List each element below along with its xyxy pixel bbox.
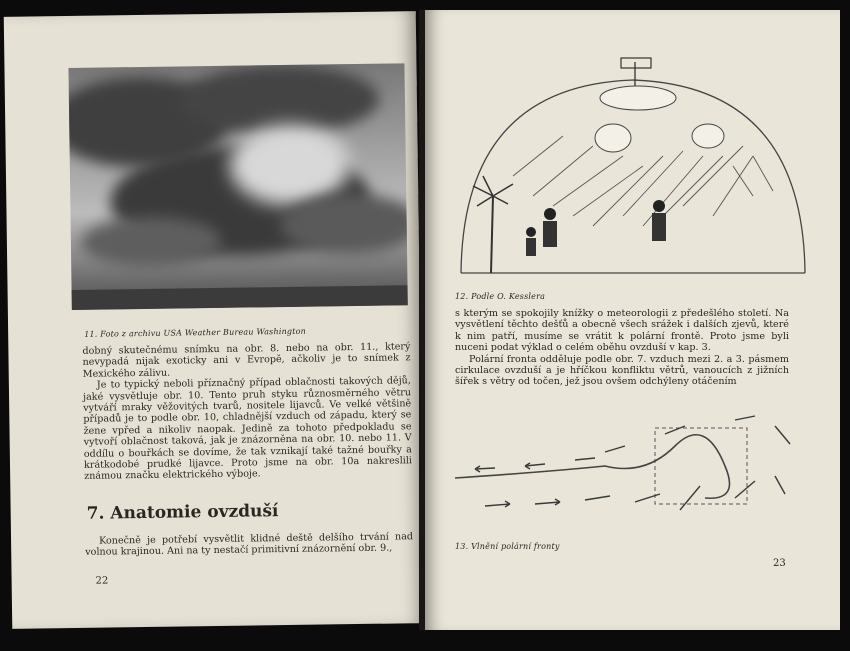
paragraph: s kterým se spokojily knížky o meteorologii z předešlého století. Na vysvětlení těchto dešťů a obecně všech srážek i dalších zjevů, které k nim patří, musíme se vrátit k polární frontě. Proto jsme byli nuceni podat výklad o celém oběhu ovzduší v kap. 3. <box>455 308 789 354</box>
right-paragraphs <box>455 308 789 388</box>
figure-12-caption: 12. Podle O. Kesslera <box>455 292 546 301</box>
section-heading: 7. Anatomie ovzduší <box>86 501 279 524</box>
right-page <box>425 10 840 630</box>
paragraph: Polární fronta odděluje podle obr. 7. vzduch mezi 2. a 3. pásmem cirkulace ovzduší a je hříčkou konfliktu větrů, vanoucích z jižních šířek s větry od točen, jež jsou ovšem odchýleny otáčením <box>455 353 789 388</box>
figure-13-polar-front <box>455 406 795 536</box>
page-number: 23 <box>773 558 786 569</box>
left-page <box>4 11 425 629</box>
figure-12-kessler <box>453 56 813 288</box>
section-paragraph: Konečně je potřebí vysvětlit klidné deště delšího trvání nad volnou krajinou. Ani na ty nestačí primitivní znázornění obr. 9., <box>85 531 414 559</box>
page-number: 22 <box>95 575 109 587</box>
cloud-photo <box>68 63 407 310</box>
paragraph: Je to typický neboli příznačný případ oblačnosti takových dějů, jaké vysvětluje obr. 10. Tento pruh styku různosměrného větru vytváří mraky věžovitých tvarů, nositele lijavců. Ve velké většině případů je to podle obr. 10, chladnější vzduch od západu, který se žene vpřed a nikoliv naopak. Jedině za tohoto předpokladu se vytvoří oblačnost taková, jak je znázorněna na obr. 10. nebo 11. V oddílu o bouřkách se dovíme, že tak vznikají také tažné bouřky a krátkodobé prudké lijavce. Proto jsme na obr. 10a nakreslili známou značku elektrického výboje. <box>82 375 413 483</box>
paragraph: dobný skutečnému snímku na obr. 8. nebo na obr. 11., který nevypadá nijak exoticky ani v Evropě, ačkoliv je to snímek z Mexického zálivu. <box>82 341 411 380</box>
figure-13-caption: 13. Vlnění polární fronty <box>455 542 560 551</box>
photo-caption: 11. Foto z archivu USA Weather Bureau Washington <box>84 326 307 339</box>
intro-paragraphs <box>82 341 412 482</box>
